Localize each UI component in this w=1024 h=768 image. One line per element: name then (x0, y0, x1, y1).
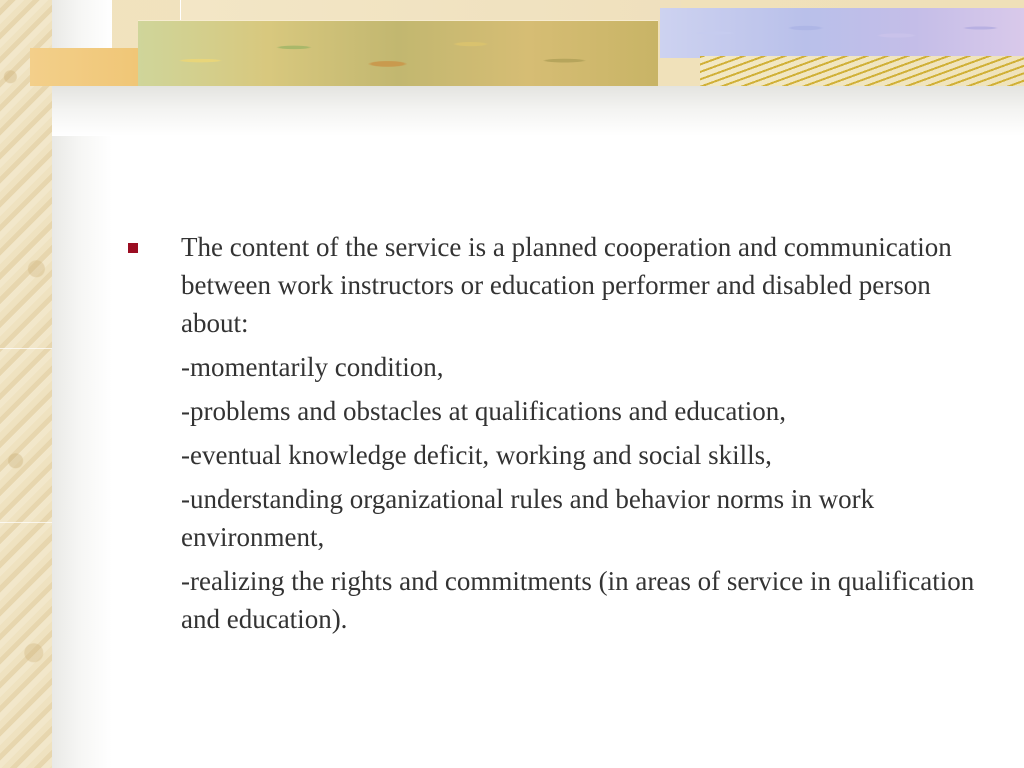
bullet-text: The content of the service is a planned cooperation and communication between work instructors or education performer and disabled person about: (181, 232, 952, 338)
banner-gold-block (30, 48, 140, 86)
sub-item: -understanding organizational rules and behavior norms in work environment, (181, 484, 875, 552)
banner-blue-image (660, 8, 1024, 58)
banner-top-strip (180, 0, 681, 20)
strip-seam (0, 348, 52, 349)
banner-leaf-image (138, 20, 658, 87)
sub-item: -eventual knowledge deficit, working and social skills, (181, 440, 772, 470)
sub-item: -momentarily condition, (181, 352, 444, 382)
slide-body (128, 228, 998, 638)
strip-seam (0, 522, 52, 523)
square-bullet-icon (128, 243, 138, 253)
left-decorative-strip (0, 0, 52, 768)
bullet-item (128, 228, 998, 342)
sub-item: -problems and obstacles at qualifications and education, (181, 396, 787, 426)
banner-grass-image (700, 56, 1024, 86)
sub-item: -realizing the rights and commitments (in areas of service in qualification and education). (181, 566, 975, 634)
banner-shadow (52, 86, 1024, 136)
